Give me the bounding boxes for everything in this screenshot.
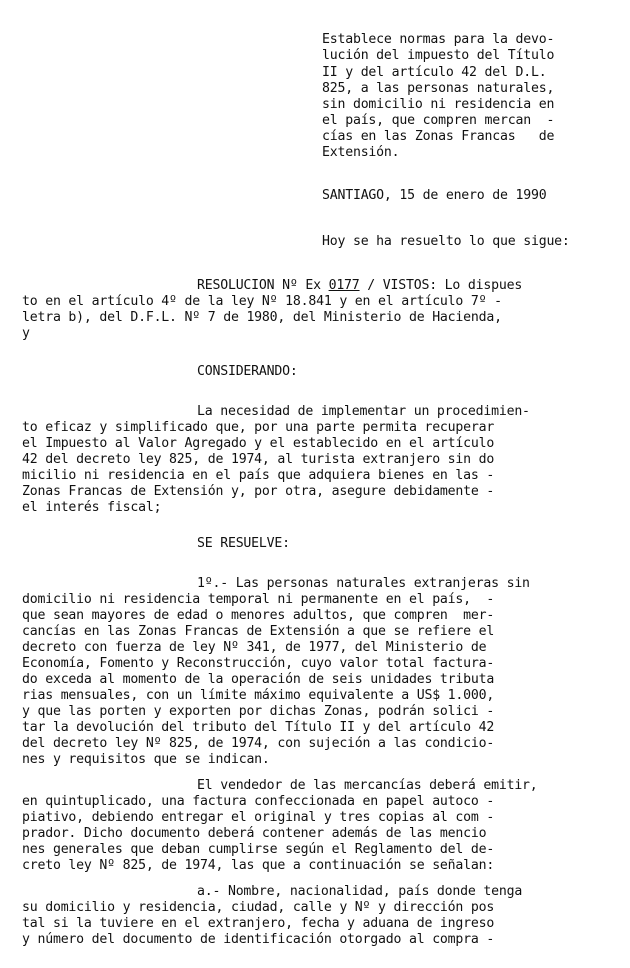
considerando-line: Zonas Francas de Extensión y, por otra, asegure debidamente - <box>22 484 495 499</box>
summary-line: Extensión. <box>322 145 400 160</box>
resolution-line <box>197 278 522 294</box>
point1-line: cancías en las Zonas Francas de Extensión a que se refiere el <box>22 624 495 639</box>
summary-line: II y del artículo 42 del D.L. <box>322 65 547 80</box>
summary-line: lución del impuesto del Título <box>322 48 555 63</box>
resolution-text-line: to en el artículo 4º de la ley Nº 18.841 y en el artículo 7º - <box>22 294 502 309</box>
item-a-line: a.- Nombre, nacionalidad, país donde tenga <box>197 884 523 899</box>
point1-line: nes y requisitos que se indican. <box>22 752 270 767</box>
considerando-heading: CONSIDERANDO: <box>197 364 298 379</box>
point1-line: que sean mayores de edad o menores adultos, que compren mer- <box>22 608 495 623</box>
considerando-line: el Impuesto al Valor Agregado y el establecido en el artículo <box>22 436 495 451</box>
summary-line: Establece normas para la devo- <box>322 32 555 47</box>
intro-line: Hoy se ha resuelto lo que sigue: <box>322 234 570 249</box>
point1-line: y que las porten y exporten por dichas Zonas, podrán solici - <box>22 704 495 719</box>
paragraph2-line: nes generales que deban cumplirse según el Reglamento del de- <box>22 842 495 857</box>
considerando-line: 42 del decreto ley 825, de 1974, al turista extranjero sin do <box>22 452 495 467</box>
item-a-line: tal si la tuviere en el extranjero, fecha y aduana de ingreso <box>22 916 495 931</box>
paragraph2-line: piativo, debiendo entregar el original y tres copias al com - <box>22 810 495 825</box>
point1-line: do exceda al momento de la operación de seis unidades tributa <box>22 672 495 687</box>
summary-line: cías en las Zonas Francas de <box>322 129 555 144</box>
resolution-number: 0177 <box>328 278 360 293</box>
point1-line: 1º.- Las personas naturales extranjeras sin <box>197 576 530 591</box>
summary-line: 825, a las personas naturales, <box>322 81 555 96</box>
point1-line: tar la devolución del tributo del Título II y del artículo 42 <box>22 720 495 735</box>
resolution-text-line: y <box>22 326 30 341</box>
point1-line: decreto con fuerza de ley Nº 341, de 1977, del Ministerio de <box>22 640 487 655</box>
considerando-line: micilio ni residencia en el país que adquiera bienes en las - <box>22 468 495 483</box>
point1-line: del decreto ley Nº 825, de 1974, con sujeción a las condicio- <box>22 736 495 751</box>
item-a-line: y número del documento de identificación otorgado al compra - <box>22 932 495 947</box>
considerando-line: La necesidad de implementar un procedimien- <box>197 404 530 419</box>
summary-line: el país, que compren mercan - <box>322 113 555 128</box>
resolution-suffix: / VISTOS: Lo dispues <box>359 278 523 293</box>
date-line: SANTIAGO, 15 de enero de 1990 <box>322 188 547 203</box>
summary-line: sin domicilio ni residencia en <box>322 97 555 112</box>
paragraph2-line: en quintuplicado, una factura confeccionada en papel autoco - <box>22 794 495 809</box>
resolution-text-line: letra b), del D.F.L. Nº 7 de 1980, del Ministerio de Hacienda, <box>22 310 502 325</box>
point1-line: domicilio ni residencia temporal ni permanente en el país, - <box>22 592 495 607</box>
resuelve-heading: SE RESUELVE: <box>197 536 290 551</box>
point1-line: rias mensuales, con un límite máximo equivalente a US$ 1.000, <box>22 688 495 703</box>
paragraph2-line: creto ley Nº 825, de 1974, las que a continuación se señalan: <box>22 858 495 873</box>
resolution-prefix: RESOLUCION Nº Ex <box>197 278 329 293</box>
considerando-line: to eficaz y simplificado que, por una parte permita recuperar <box>22 420 495 435</box>
point1-line: Economía, Fomento y Reconstrucción, cuyo valor total factura- <box>22 656 495 671</box>
paragraph2-line: El vendedor de las mercancías deberá emitir, <box>197 778 538 793</box>
item-a-line: su domicilio y residencia, ciudad, calle y Nº y dirección pos <box>22 900 495 915</box>
considerando-line: el interés fiscal; <box>22 500 162 515</box>
paragraph2-line: prador. Dicho documento deberá contener además de las mencio <box>22 826 487 841</box>
